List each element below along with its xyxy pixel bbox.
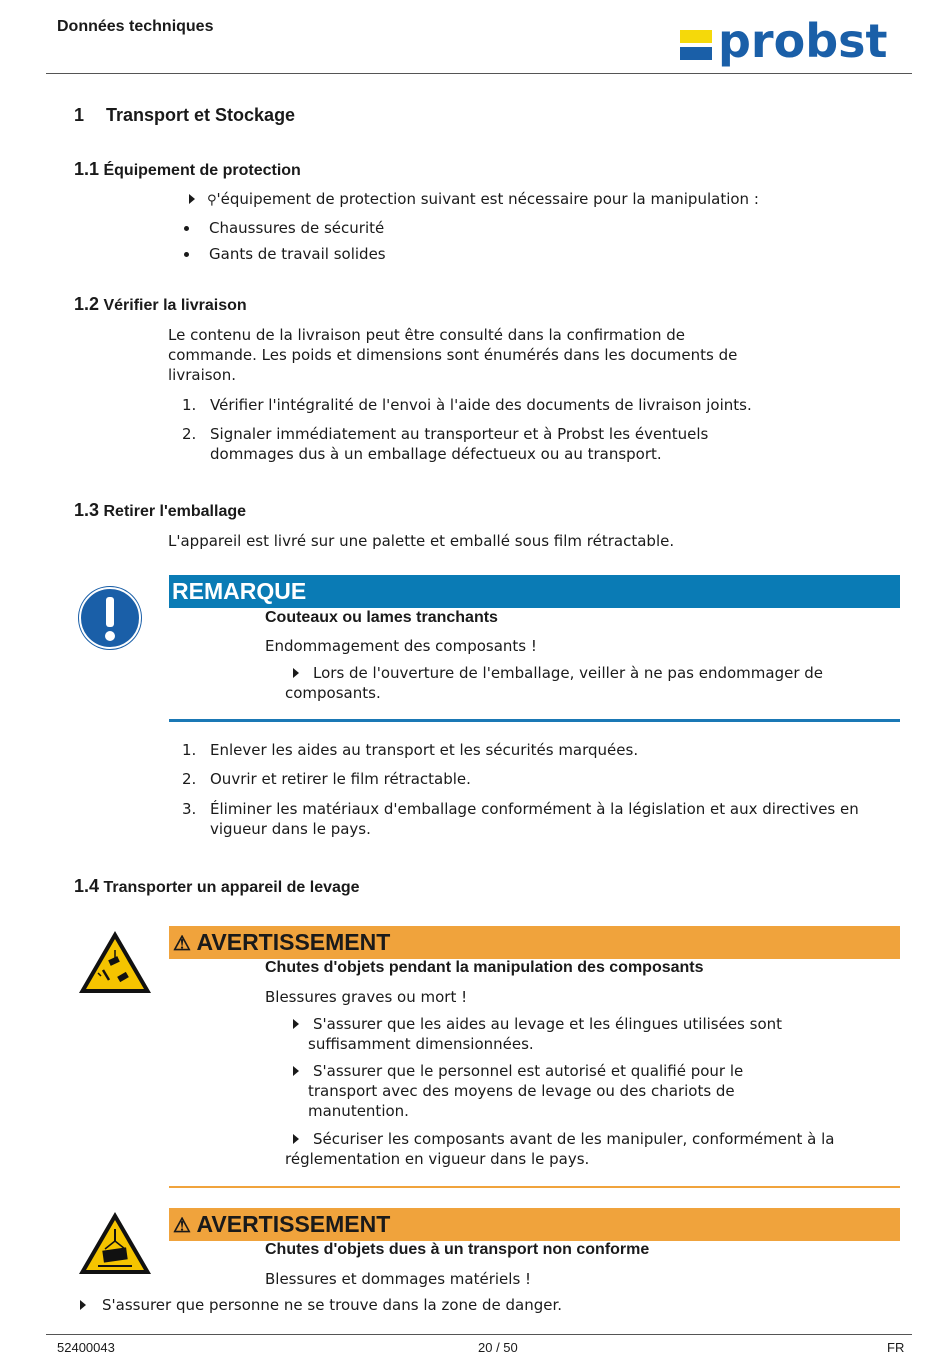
list-item-text: Chaussures de sécurité <box>209 219 385 237</box>
packaging-step <box>182 769 471 789</box>
paragraph-line: Le contenu de la livraison peut être consulté dans la confirmation de <box>168 326 685 344</box>
language-code: FR <box>887 1340 905 1355</box>
action-arrow-icon <box>293 1066 299 1076</box>
warning-consequence: Blessures et dommages matériels ! <box>265 1270 532 1288</box>
notice-consequence: Endommagement des composants ! <box>265 637 537 655</box>
warning-action <box>285 1061 885 1121</box>
logo-yellow-bar <box>680 30 712 43</box>
action-text: S'assurer que le personnel est autorisé et qualifié pour le <box>313 1062 744 1080</box>
list-item-text: Gants de travail solides <box>209 245 386 263</box>
footer-divider <box>46 1334 912 1335</box>
action-text: suffisamment dimensionnées. <box>308 1035 534 1053</box>
logo-blue-bar <box>680 47 712 60</box>
step-text: dommages dus à un emballage défectueux ou au transport. <box>210 445 662 463</box>
warning-triangle-icon: ⚠ <box>173 1215 191 1237</box>
action-text: Lors de l'ouverture de l'emballage, veiller à ne pas endommager de <box>313 664 823 682</box>
section-title: Retirer l'emballage <box>103 503 247 520</box>
step-number: 2. <box>182 425 197 443</box>
section-1-1-heading <box>74 159 301 180</box>
warning-label: AVERTISSEMENT <box>196 929 391 955</box>
packaging-paragraph: L'appareil est livré sur une palette et emballé sous film rétractable. <box>168 532 675 550</box>
bullet-icon <box>184 226 189 231</box>
probst-logo <box>680 14 906 68</box>
section-title: Vérifier la livraison <box>103 297 247 314</box>
page-number: 20 / 50 <box>478 1340 518 1355</box>
action-arrow-icon <box>80 1300 86 1310</box>
notice-subtitle: Couteaux ou lames tranchants <box>265 609 498 626</box>
step-text: vigueur dans le pays. <box>210 820 371 838</box>
delivery-step <box>182 395 752 415</box>
section-1-3-heading <box>74 500 246 521</box>
document-number: 52400043 <box>57 1340 115 1355</box>
bullet-icon <box>184 252 189 257</box>
warning-subtitle: Chutes d'objets pendant la manipulation des composants <box>265 959 704 976</box>
suspended-load-warning-icon <box>76 1209 154 1277</box>
action-text: S'assurer que personne ne se trouve dans la zone de danger. <box>102 1296 563 1314</box>
paragraph-line: commande. Les poids et dimensions sont énumérés dans les documents de <box>168 346 738 364</box>
section-title: Équipement de protection <box>103 162 301 179</box>
delivery-step <box>182 424 708 464</box>
warning-action <box>285 1014 885 1054</box>
falling-objects-warning-icon <box>76 928 154 996</box>
step-number: 1. <box>182 396 197 414</box>
action-arrow-icon <box>293 668 299 678</box>
section-number: 1.2 <box>74 294 100 314</box>
protection-intro <box>189 189 849 211</box>
step-text: Éliminer les matériaux d'emballage conformément à la législation et aux directives en <box>210 800 859 818</box>
warning-end-line <box>169 1186 900 1188</box>
step-text: Vérifier l'intégralité de l'envoi à l'aide des documents de livraison joints. <box>210 396 752 414</box>
warning-action <box>285 1129 885 1169</box>
step-text: Ouvrir et retirer le film rétractable. <box>210 770 471 788</box>
warning-triangle-icon: ⚠ <box>173 933 191 955</box>
step-number: 1. <box>182 741 197 759</box>
step-text: Signaler immédiatement au transporteur et à Probst les éventuels <box>210 425 709 443</box>
protection-list-item <box>184 244 386 264</box>
logo-wordmark: probst <box>718 14 888 68</box>
protection-intro-text: 'équipement de protection suivant est nécessaire pour la manipulation : <box>216 190 759 208</box>
warning-subtitle: Chutes d'objets dues à un transport non conforme <box>265 1241 650 1258</box>
step-text: Enlever les aides au transport et les sécurités marquées. <box>210 741 639 759</box>
packaging-step <box>182 740 638 760</box>
page-header-title: Données techniques <box>57 18 214 35</box>
action-text: S'assurer que les aides au levage et les élingues utilisées sont <box>313 1015 783 1033</box>
warning-consequence: Blessures graves ou mort ! <box>265 988 468 1006</box>
warning-label: AVERTISSEMENT <box>196 1211 391 1237</box>
action-text: transport avec des moyens de levage ou des chariots de <box>308 1082 735 1100</box>
warning-label-bar <box>169 926 900 959</box>
packaging-step <box>182 799 859 839</box>
action-text: réglementation en vigueur dans le pays. <box>285 1150 590 1168</box>
step-number: 3. <box>182 800 197 818</box>
section-title: Transporter un appareil de levage <box>103 879 360 896</box>
action-arrow-icon <box>293 1019 299 1029</box>
action-text: Sécuriser les composants avant de les manipuler, conformément à la <box>313 1130 835 1148</box>
action-arrow-icon <box>293 1134 299 1144</box>
protection-list-item <box>184 218 384 238</box>
section-1-4-heading <box>74 876 360 897</box>
notice-end-line <box>169 719 900 722</box>
paragraph-line: livraison. <box>168 366 237 384</box>
section-number: 1.4 <box>74 876 100 896</box>
action-arrow-icon <box>189 194 195 204</box>
wrench-icon: ⚲ <box>207 193 217 208</box>
section-1-2-heading <box>74 294 247 315</box>
action-text: composants. <box>285 684 381 702</box>
section-number: 1.1 <box>74 159 100 179</box>
section-number: 1 <box>74 105 85 125</box>
notice-action <box>285 663 885 703</box>
mandatory-notice-icon <box>76 584 144 652</box>
delivery-paragraph <box>168 325 737 385</box>
notice-label-bar: REMARQUE <box>169 575 900 608</box>
step-number: 2. <box>182 770 197 788</box>
warning-label-bar <box>169 1208 900 1241</box>
warning-action <box>80 1295 780 1315</box>
section-number: 1.3 <box>74 500 100 520</box>
action-text: manutention. <box>308 1102 409 1120</box>
header-divider <box>46 73 912 74</box>
section-title: Transport et Stockage <box>106 105 296 125</box>
section-1-heading <box>74 105 295 126</box>
